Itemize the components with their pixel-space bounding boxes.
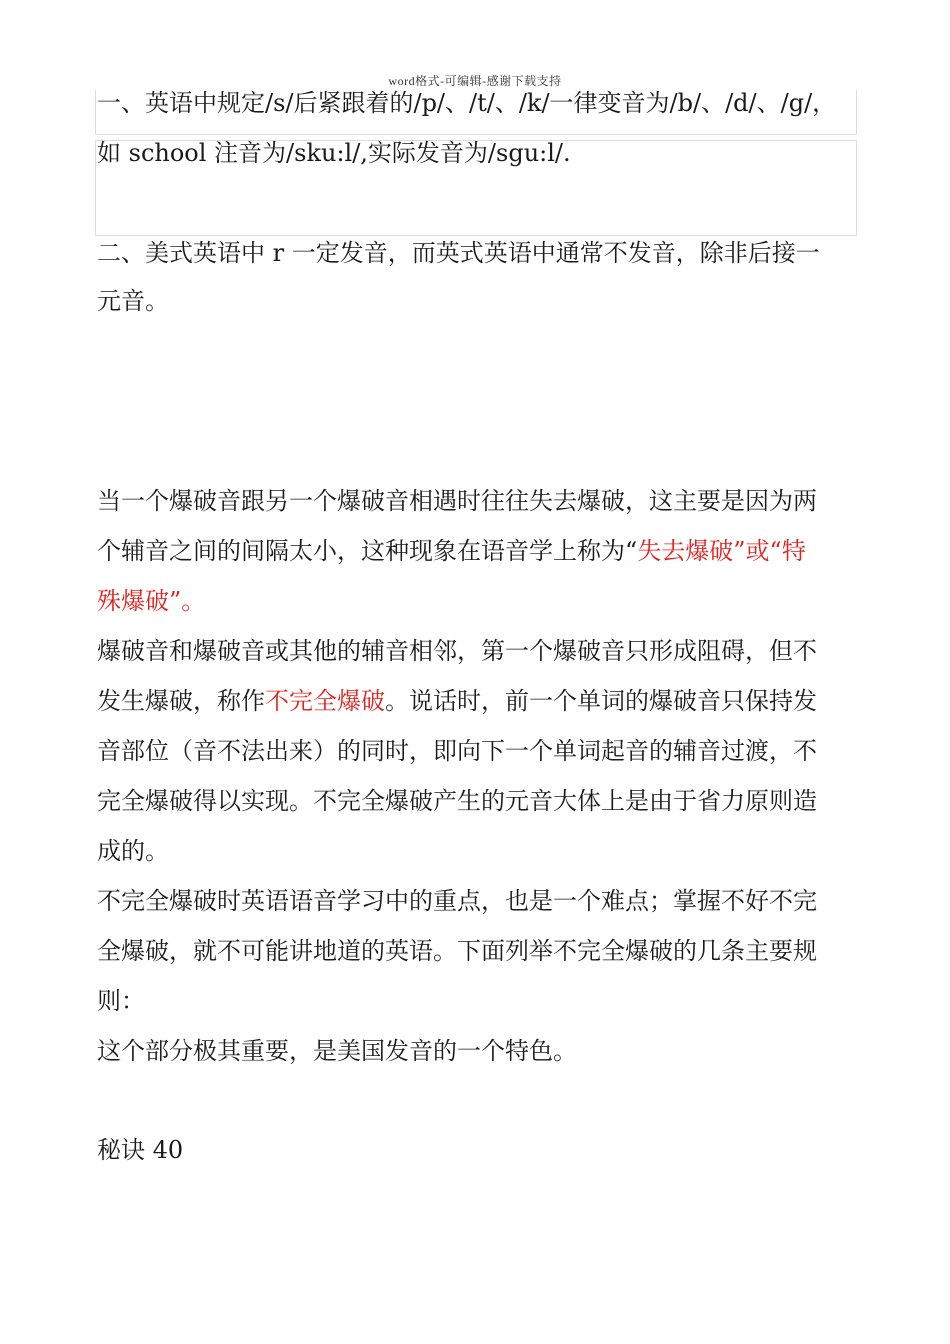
term-lost-plosion: 失去爆破”或“特 — [637, 537, 806, 565]
page-header: word格式-可编辑-感谢下载支持 — [388, 74, 562, 88]
para3-line1: 不完全爆破时英语语音学习中的重点，也是一个难点；掌握不好不完 — [97, 887, 817, 915]
para1-line3: 殊爆破”。 — [97, 587, 206, 615]
para2-line5: 成的。 — [97, 837, 169, 865]
para2-line2 — [97, 686, 817, 716]
para3-line2: 全爆破，就不可能讲地道的英语。下面列举不完全爆破的几条主要规 — [97, 937, 817, 965]
para2-line2-a: 发生爆破，称作 — [97, 687, 265, 715]
rule2-line1: 二、美式英语中 r 一定发音，而英式英语中通常不发音，除非后接一 — [97, 239, 820, 267]
para2-line1: 爆破音和爆破音或其他的辅音相邻，第一个爆破音只形成阻碍，但不 — [97, 637, 817, 665]
para1-line1: 当一个爆破音跟另一个爆破音相遇时往往失去爆破，这主要是因为两 — [97, 487, 817, 515]
para3-line3: 则： — [97, 987, 145, 1015]
rule1-line1: 一、英语中规定/s/后紧跟着的/p/、/t/、/k/一律变音为/b/、/d/、/g/， — [97, 89, 837, 117]
term-incomplete-plosion: 不完全爆破 — [265, 687, 385, 715]
para2-line4: 完全爆破得以实现。不完全爆破产生的元音大体上是由于省力原则造 — [97, 787, 817, 815]
section-title: 秘诀 40 — [97, 1136, 184, 1164]
rule2-line2: 元音。 — [97, 287, 169, 315]
rule1-line2: 如 school 注音为/sku:l/,实际发音为/sgu:l/. — [97, 139, 571, 167]
para2-line3: 音部位（音不法出来）的同时，即向下一个单词起音的辅音过渡，不 — [97, 737, 817, 765]
para1-line2 — [97, 536, 806, 566]
para4-line: 这个部分极其重要，是美国发音的一个特色。 — [97, 1037, 577, 1065]
para1-line2-text: 个辅音之间的间隔太小，这种现象在语音学上称为“ — [97, 537, 638, 565]
para2-line2-c: 。说话时，前一个单词的爆破音只保持发 — [385, 687, 817, 715]
